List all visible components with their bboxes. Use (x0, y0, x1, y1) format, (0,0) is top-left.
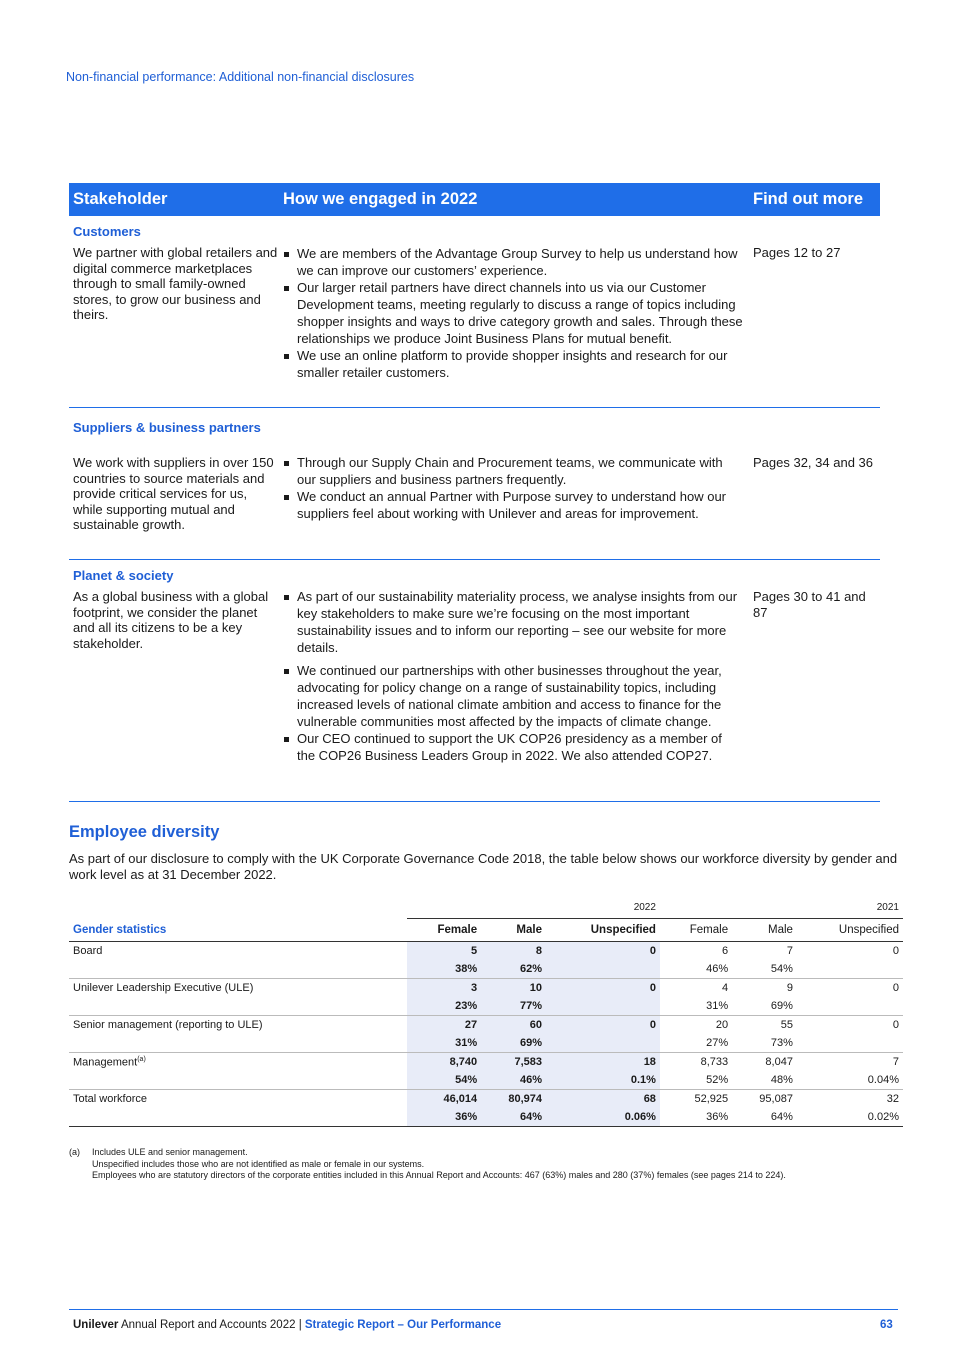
percent-2021: 0.04% (867, 1074, 899, 1086)
section-title: Planet & society (73, 568, 174, 583)
percent-2021 (797, 997, 903, 1016)
footnotes (69, 1147, 852, 1182)
percent-2022: 36% (407, 1108, 481, 1127)
gender-statistics-table (69, 896, 903, 1127)
table-row-percent (69, 1034, 903, 1053)
percent-2022: 62% (481, 960, 546, 979)
header-unspecified-2021: Unspecified (797, 919, 903, 942)
percent-2022: 69% (481, 1034, 546, 1053)
column-header-engagement: How we engaged in 2022 (283, 190, 478, 208)
percent-2022: 77% (481, 997, 546, 1016)
bullet-item: Through our Supply Chain and Procurement teams, we communicate with our suppliers and business partners frequently. (283, 454, 743, 488)
year-current: 2022 (407, 896, 660, 919)
percent-2021: 46% (706, 963, 729, 975)
row-label: Management$^{(a)}$ (69, 1053, 407, 1072)
cell-2022: 46,014 (407, 1090, 481, 1109)
percent-2022: 0.1% (546, 1071, 660, 1090)
percent-2021: 52% (706, 1074, 729, 1086)
cell-2021: 55 (732, 1016, 797, 1035)
row-label: Senior management (reporting to ULE) (69, 1016, 407, 1035)
cell-2021: 20 (660, 1016, 732, 1035)
section-planet-society (69, 560, 880, 802)
cell-2022: 8 (481, 942, 546, 961)
header-male-2021: Male (732, 919, 797, 942)
cell-2021: 95,087 (732, 1090, 797, 1109)
percent-2021: 0.02% (797, 1108, 903, 1127)
percent-2021: 36% (660, 1108, 732, 1127)
percent-2021: 31% (706, 1000, 729, 1012)
table-row (69, 942, 903, 961)
section-title: Customers (73, 224, 141, 239)
footer-title (73, 1319, 501, 1331)
table-row-percent (69, 997, 903, 1016)
percent-2022: 23% (407, 997, 481, 1016)
bullet-item: We continued our partnerships with other businesses throughout the year, advocating for policy change on a range of sustainability topics, including increased levels of national climate ambition and access to finance for the vulnerable communities most affected by the impacts of climate change. (283, 662, 743, 730)
bullet-item: As part of our sustainability materiality process, we analyse insights from our key stakeholders to make sure we’re focusing on the most important sustainability issues and to inform our reporting – see our website for more details. (283, 588, 743, 656)
percent-2022: 38% (407, 960, 481, 979)
header-female-2022: Female (407, 919, 481, 942)
percent-2021: 48% (770, 1074, 793, 1086)
percent-2021: 27% (706, 1037, 729, 1049)
section-description: We partner with global retailers and digital commerce marketplaces through to small family-owned stores, to grow our business and theirs. (73, 245, 278, 322)
cell-2022: 0 (546, 1016, 660, 1035)
cell-2022: 8,740 (407, 1053, 481, 1072)
percent-2022: 0.06% (546, 1108, 660, 1127)
section-description: As a global business with a global footprint, we consider the planet and all its citizens to be a key stakeholder. (73, 589, 269, 651)
bullet-item: We are members of the Advantage Group Survey to help us understand how we can improve our customers’ experience. (283, 245, 743, 279)
year-prior: 2021 (660, 896, 903, 919)
table-row (69, 1016, 903, 1035)
cell-2022: 5 (407, 942, 481, 961)
section-description: We work with suppliers in over 150 countries to source materials and provide critical services for us, while supporting mutual and sustainable growth. (73, 455, 274, 532)
cell-2021: 0 (892, 945, 899, 957)
table-row-percent (69, 960, 903, 979)
footer-divider (69, 1309, 898, 1310)
percent-2022: 64% (481, 1108, 546, 1127)
percent-2021: 69% (770, 1000, 793, 1012)
percent-2021: 64% (732, 1108, 797, 1127)
percent-2021 (797, 960, 903, 979)
cell-2022: 80,974 (481, 1090, 546, 1109)
cell-2021: 8,733 (660, 1053, 732, 1072)
page-number: 63 (880, 1319, 893, 1331)
cell-2021: 0 (797, 1016, 903, 1035)
footer-brand: Unilever (73, 1319, 119, 1331)
row-label: Board (73, 945, 103, 957)
footnote-line: Includes ULE and senior management. (92, 1147, 248, 1157)
percent-2022: 54% (407, 1071, 481, 1090)
column-header-stakeholder: Stakeholder (73, 190, 168, 208)
section-customers (69, 216, 880, 408)
percent-2022: 31% (407, 1034, 481, 1053)
year-header-row (69, 896, 903, 919)
bullet-list (283, 588, 743, 764)
cell-2022: 0 (546, 942, 660, 961)
table-label: Gender statistics (69, 919, 407, 942)
cell-2022: 10 (481, 979, 546, 998)
cell-2022: 3 (407, 979, 481, 998)
row-label: Unilever Leadership Executive (ULE) (69, 979, 407, 998)
cell-2021: 7 (797, 1053, 903, 1072)
cell-2022: 27 (407, 1016, 481, 1035)
row-label: Total workforce (69, 1090, 407, 1109)
column-header-row (69, 919, 903, 942)
percent-2022: 46% (481, 1071, 546, 1090)
cell-2022: 18 (546, 1053, 660, 1072)
footnote-ref: (a) (137, 1055, 146, 1063)
page-reference: Pages 12 to 27 (753, 245, 841, 260)
footnote-line: Unspecified includes those who are not identified as male or female in our systems. (92, 1158, 425, 1169)
gender-statistics-body (69, 942, 903, 1127)
cell-2022: 0 (546, 979, 660, 998)
table-row (69, 1053, 903, 1072)
page-reference: Pages 30 to 41 and 87 (753, 589, 866, 620)
bullet-item: We conduct an annual Partner with Purpose survey to understand how our suppliers feel about working with Unilever and areas for improvement. (283, 488, 743, 522)
cell-2022: 7,583 (481, 1053, 546, 1072)
section-heading: Employee diversity (69, 823, 220, 841)
section-suppliers (69, 408, 880, 560)
column-header-find-out-more: Find out more (753, 190, 863, 208)
cell-2021: 32 (797, 1090, 903, 1109)
cell-2021: 52,925 (660, 1090, 732, 1109)
table-row-percent (69, 1071, 903, 1090)
bullet-item: We use an online platform to provide shopper insights and research for our smaller retailer customers. (283, 347, 743, 381)
table-row (69, 979, 903, 998)
header-male-2022: Male (481, 919, 546, 942)
cell-2021: 6 (721, 945, 729, 957)
bullet-item: Our CEO continued to support the UK COP26 presidency as a member of the COP26 Business Leaders Group in 2022. We also attended COP27. (283, 730, 743, 764)
bullet-item: Our larger retail partners have direct channels into us via our Customer Development teams, meeting regularly to discuss a range of topics including shopper insights and ways to drive category growth and sales. Through these relationships we produce Joint Business Plans for mutual benefit. (283, 279, 743, 347)
percent-2022 (546, 960, 660, 979)
percent-2022 (546, 1034, 660, 1053)
header-unspecified-2022: Unspecified (546, 919, 660, 942)
percent-2021: 54% (770, 963, 793, 975)
percent-2021: 73% (770, 1037, 793, 1049)
percent-2022 (546, 997, 660, 1016)
header-female-2021: Female (660, 919, 732, 942)
stakeholder-table-header (69, 183, 880, 216)
cell-2021: 8,047 (732, 1053, 797, 1072)
cell-2022: 68 (546, 1090, 660, 1109)
page-reference: Pages 32, 34 and 36 (753, 455, 873, 470)
table-row-percent (69, 1108, 903, 1127)
cell-2022: 60 (481, 1016, 546, 1035)
cell-2021: 9 (732, 979, 797, 998)
cell-2021: 4 (660, 979, 732, 998)
bullet-list (283, 245, 743, 381)
cell-2021: 0 (797, 979, 903, 998)
bullet-list (283, 454, 743, 522)
stakeholder-table (69, 183, 880, 802)
footer-report: Annual Report and Accounts 2022 | (120, 1319, 302, 1331)
table-row (69, 1090, 903, 1109)
footnote-line: Employees who are statutory directors of the corporate entities included in this Annual Report and Accounts: 467 (63%) males and 280 (37%) females (see pages 214 to 224). (92, 1170, 786, 1180)
percent-2021 (797, 1034, 903, 1053)
footer-section: Strategic Report – Our Performance (304, 1319, 502, 1331)
breadcrumb: Non-financial performance: Additional non-financial disclosures (66, 70, 415, 84)
section-title: Suppliers & business partners (73, 420, 261, 435)
intro-paragraph: As part of our disclosure to comply with the UK Corporate Governance Code 2018, the table below shows our workforce diversity by gender and work level as at 31 December 2022. (69, 851, 898, 882)
cell-2021: 7 (786, 945, 793, 957)
footnote-marker: (a) (69, 1147, 80, 1157)
